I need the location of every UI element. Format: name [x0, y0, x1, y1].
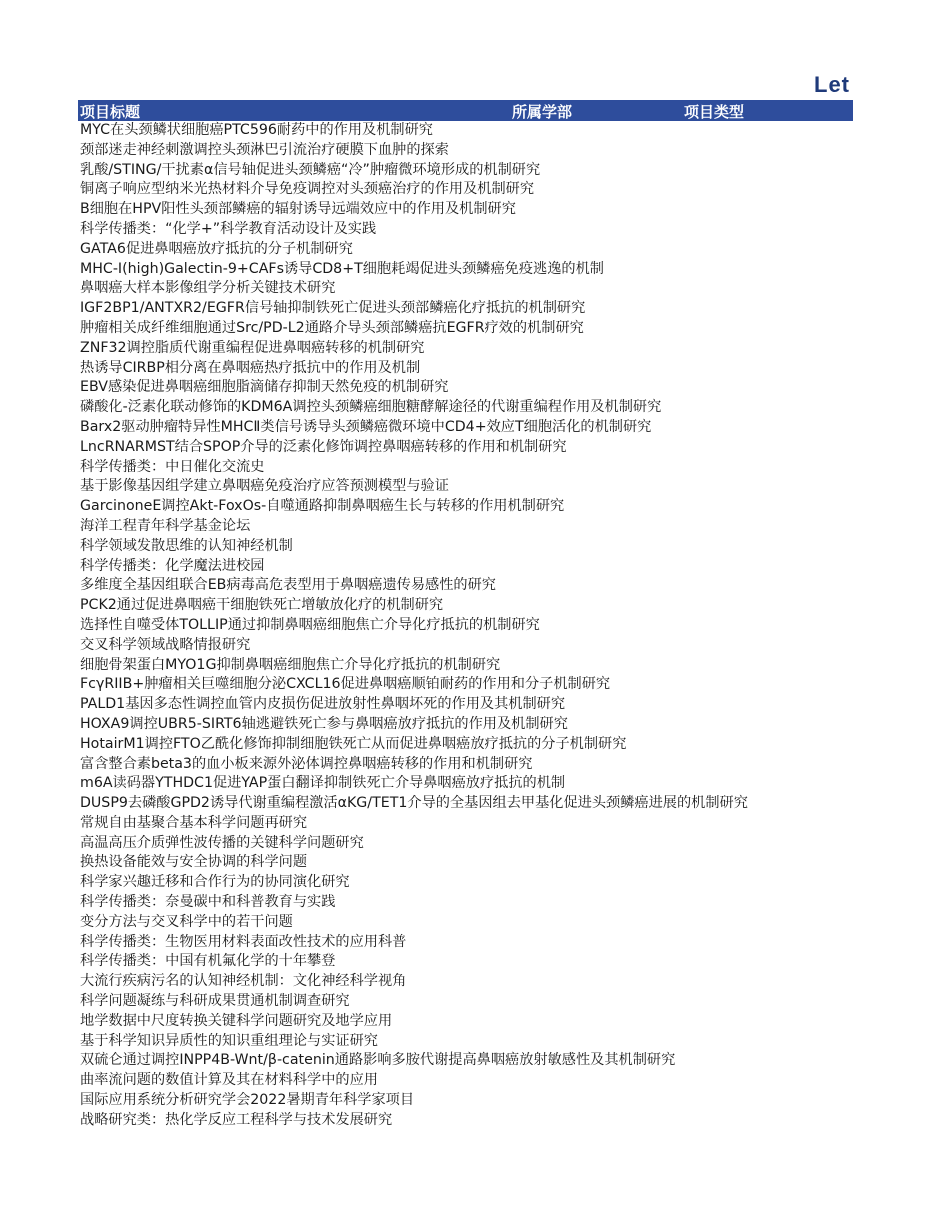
table-row: 科学传播类：中国有机氟化学的十年攀登: [80, 953, 336, 970]
table-row: HotairM1调控FTO乙酰化修饰抑制细胞铁死亡从而促进鼻咽癌放疗抵抗的分子机制研究: [80, 735, 627, 752]
header-type-column: 项目类型: [684, 103, 745, 121]
table-row: 地学数据中尺度转换关键科学问题研究及地学应用: [80, 1012, 393, 1029]
table-row: 肿瘤相关成纤维细胞通过Src/PD-L2通路介导头颈部鳞癌抗EGFR疗效的机制研究: [80, 319, 584, 336]
table-row: 细胞骨架蛋白MYO1G抑制鼻咽癌细胞焦亡介导化疗抵抗的机制研究: [80, 656, 501, 673]
table-row: 国际应用系统分析研究学会2022暑期青年科学家项目: [80, 1092, 415, 1109]
table-row: 变分方法与交叉科学中的若干问题: [80, 913, 293, 930]
table-row: ZNF32调控脂质代谢重编程促进鼻咽癌转移的机制研究: [80, 339, 425, 356]
table-row: GATA6促进鼻咽癌放疗抵抗的分子机制研究: [80, 240, 353, 257]
header-title-column: 项目标题: [80, 103, 141, 121]
table-row: FcγRIIB+肿瘤相关巨噬细胞分泌CXCL16促进鼻咽癌顺铂耐药的作用和分子机制研究: [80, 676, 611, 693]
table-row: 磷酸化-泛素化联动修饰的KDM6A调控头颈鳞癌细胞糖酵解途径的代谢重编程作用及机制研究: [80, 399, 662, 416]
table-row: PALD1基因多态性调控血管内皮损伤促进放射性鼻咽坏死的作用及其机制研究: [80, 696, 566, 713]
table-row: 科学传播类：“化学+”科学教育活动设计及实践: [80, 220, 377, 237]
table-row: MYC在头颈鳞状细胞癌PTC596耐药中的作用及机制研究: [80, 122, 433, 138]
header-department-column: 所属学部: [512, 103, 573, 121]
brand-logo-text: Let: [814, 72, 850, 97]
table-row: HOXA9调控UBR5-SIRT6轴逃避铁死亡参与鼻咽癌放疗抵抗的作用及机制研究: [80, 715, 568, 732]
table-row: 战略研究类：热化学反应工程科学与技术发展研究: [80, 1111, 393, 1128]
table-row: 颈部迷走神经刺激调控头颈淋巴引流治疗硬膜下血肿的探索: [80, 141, 449, 158]
table-row: LncRNARMST结合SPOP介导的泛素化修饰调控鼻咽癌转移的作用和机制研究: [80, 438, 567, 455]
table-row: 选择性自噬受体TOLLIP通过抑制鼻咽癌细胞焦亡介导化疗抵抗的机制研究: [80, 616, 540, 633]
table-row: 科学传播类：化学魔法进校园: [80, 557, 265, 574]
table-row: 科学领域发散思维的认知神经机制: [80, 537, 293, 554]
table-row: 常规自由基聚合基本科学问题再研究: [80, 814, 308, 831]
table-row: MHC-I(high)Galectin-9+CAFs诱导CD8+T细胞耗竭促进头颈鳞癌免疫逃逸的机制: [80, 260, 604, 277]
table-row: 科学传播类：中日催化交流史: [80, 458, 265, 475]
table-row: 科学家兴趣迁移和合作行为的协同演化研究: [80, 874, 350, 891]
table-row: 换热设备能效与安全协调的科学问题: [80, 854, 308, 871]
table-row: 交叉科学领域战略情报研究: [80, 636, 251, 653]
table-row: 高温高压介质弹性波传播的关键科学问题研究: [80, 834, 364, 851]
table-row: 乳酸/STING/干扰素α信号轴促进头颈鳞癌“冷”肿瘤微环境形成的机制研究: [80, 161, 541, 178]
table-row: EBV感染促进鼻咽癌细胞脂滴储存抑制天然免疫的机制研究: [80, 379, 449, 396]
table-row: B细胞在HPV阳性头颈部鳞癌的辐射诱导远端效应中的作用及机制研究: [80, 201, 516, 218]
table-row: 鼻咽癌大样本影像组学分析关键技术研究: [80, 280, 336, 297]
table-row: 基于影像基因组学建立鼻咽癌免疫治疗应答预测模型与验证: [80, 478, 449, 495]
table-row: 铜离子响应型纳米光热材料介导免疫调控对头颈癌治疗的作用及机制研究: [80, 181, 535, 198]
table-row: 多维度全基因组联合EB病毒高危表型用于鼻咽癌遗传易感性的研究: [80, 577, 496, 594]
table-row: 双硫仑通过调控INPP4B-Wnt/β-catenin通路影响多胺代谢提高鼻咽癌放射敏感性及其机制研究: [80, 1052, 676, 1069]
table-row: 科学问题凝练与科研成果贯通机制调查研究: [80, 993, 350, 1010]
table-row: 科学传播类：生物医用材料表面改性技术的应用科普: [80, 933, 407, 950]
table-row: PCK2通过促进鼻咽癌干细胞铁死亡增敏放化疗的机制研究: [80, 597, 444, 614]
table-row: 大流行疾病污名的认知神经机制：文化神经科学视角: [80, 973, 407, 990]
table-row: DUSP9去磷酸GPD2诱导代谢重编程激活αKG/TET1介导的全基因组去甲基化促进头颈鳞癌进展的机制研究: [80, 795, 748, 812]
table-row: 海洋工程青年科学基金论坛: [80, 517, 251, 534]
table-row: 热诱导CIRBP相分离在鼻咽癌热疗抵抗中的作用及机制: [80, 359, 421, 376]
table-row: 富含整合素beta3的血小板来源外泌体调控鼻咽癌转移的作用和机制研究: [80, 755, 533, 772]
table-row: 曲率流问题的数值计算及其在材料科学中的应用: [80, 1072, 378, 1089]
table-row: GarcinoneE调控Akt-FoxOs-自噬通路抑制鼻咽癌生长与转移的作用机制研究: [80, 498, 565, 515]
table-row: Barx2驱动肿瘤特异性MHCⅡ类信号诱导头颈鳞癌微环境中CD4+效应T细胞活化的机制研究: [80, 418, 652, 435]
table-row: 基于科学知识异质性的知识重组理论与实证研究: [80, 1032, 378, 1049]
table-row: m6A读码器YTHDC1促进YAP蛋白翻译抑制铁死亡介导鼻咽癌放疗抵抗的机制: [80, 775, 566, 792]
project-list: [80, 121, 860, 1131]
table-row: IGF2BP1/ANTXR2/EGFR信号轴抑制铁死亡促进头颈部鳞癌化疗抵抗的机制研究: [80, 300, 586, 317]
table-header: [78, 100, 853, 121]
table-row: 科学传播类：奈曼碳中和科普教育与实践: [80, 894, 336, 911]
